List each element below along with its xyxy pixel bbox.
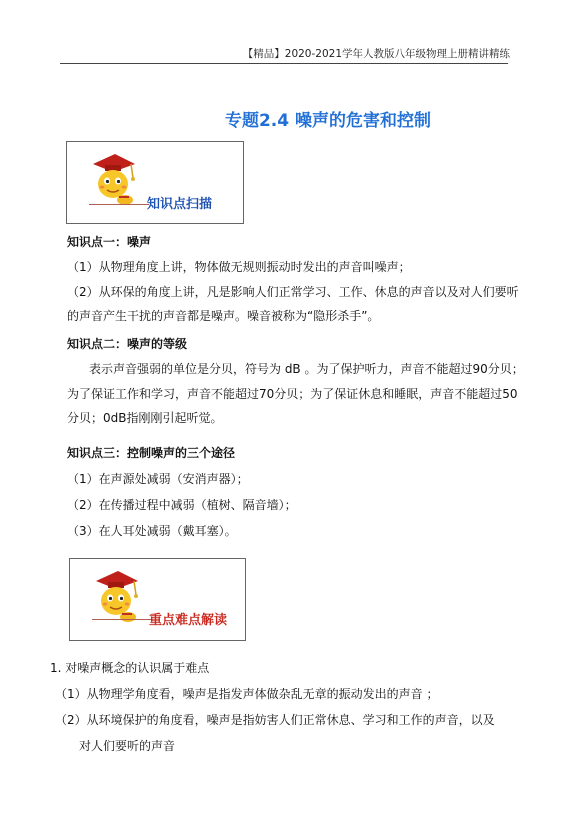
badge-underline — [89, 204, 149, 205]
kp1-heading: 知识点一：噪声 — [67, 235, 152, 249]
diff-line-2: （2）从环境保护的角度看，噪声是指妨害人们正常休息、学习和工作的声音，以及 — [55, 713, 495, 727]
diff-line-1: （1）从物理学角度看，噪声是指发声体做杂乱无章的振动发出的声音 ； — [55, 687, 439, 701]
kp2-line-3: 分贝；0dB指刚刚引起听觉。 — [67, 411, 223, 425]
badge-underline — [92, 619, 152, 620]
kp1-line-2: （2）从环保的角度上讲，凡是影响人们正常学习、工作、休息的声音以及对人们要听 — [67, 285, 519, 299]
graduate-mascot-icon — [88, 567, 142, 627]
diff-line-3: 对人们要听的声音 — [79, 739, 176, 753]
page-header: 【精品】2020-2021学年人教版八年级物理上册精讲精练 — [242, 48, 510, 60]
knowledge-scan-badge — [66, 141, 244, 224]
badge-label: 知识点扫描 — [147, 197, 213, 212]
kp1-line-3: 的声音产生干扰的声音都是噪声。噪音被称为“隐形杀手”。 — [67, 309, 380, 323]
kp3-heading: 知识点三：控制噪声的三个途径 — [67, 446, 236, 460]
kp2-line-2: 为了保证工作和学习，声音不能超过70分贝；为了保证休息和睡眠，声音不能超过50 — [67, 387, 518, 401]
diff-heading: 1. 对噪声概念的认识属于难点 — [50, 661, 210, 675]
kp2-heading: 知识点二：噪声的等级 — [67, 337, 188, 351]
kp3-line-1: （1）在声源处减弱（安消声器）； — [67, 472, 249, 486]
kp3-line-3: （3）在人耳处减弱（戴耳塞）。 — [67, 524, 237, 538]
kp2-line-1: 表示声音强弱的单位是分贝，符号为 dB 。为了保护听力，声音不能超过90分贝； — [89, 362, 524, 376]
kp3-line-2: （2）在传播过程中减弱（植树、隔音墙）； — [67, 498, 297, 512]
page-title: 专题2.4 噪声的危害和控制 — [224, 111, 432, 131]
kp1-line-1: （1）从物理角度上讲，物体做无规则振动时发出的声音叫噪声； — [67, 260, 411, 274]
header-divider — [60, 63, 508, 64]
key-difficulty-badge — [69, 558, 246, 641]
graduate-mascot-icon — [85, 150, 139, 210]
badge-label: 重点难点解读 — [149, 613, 228, 628]
